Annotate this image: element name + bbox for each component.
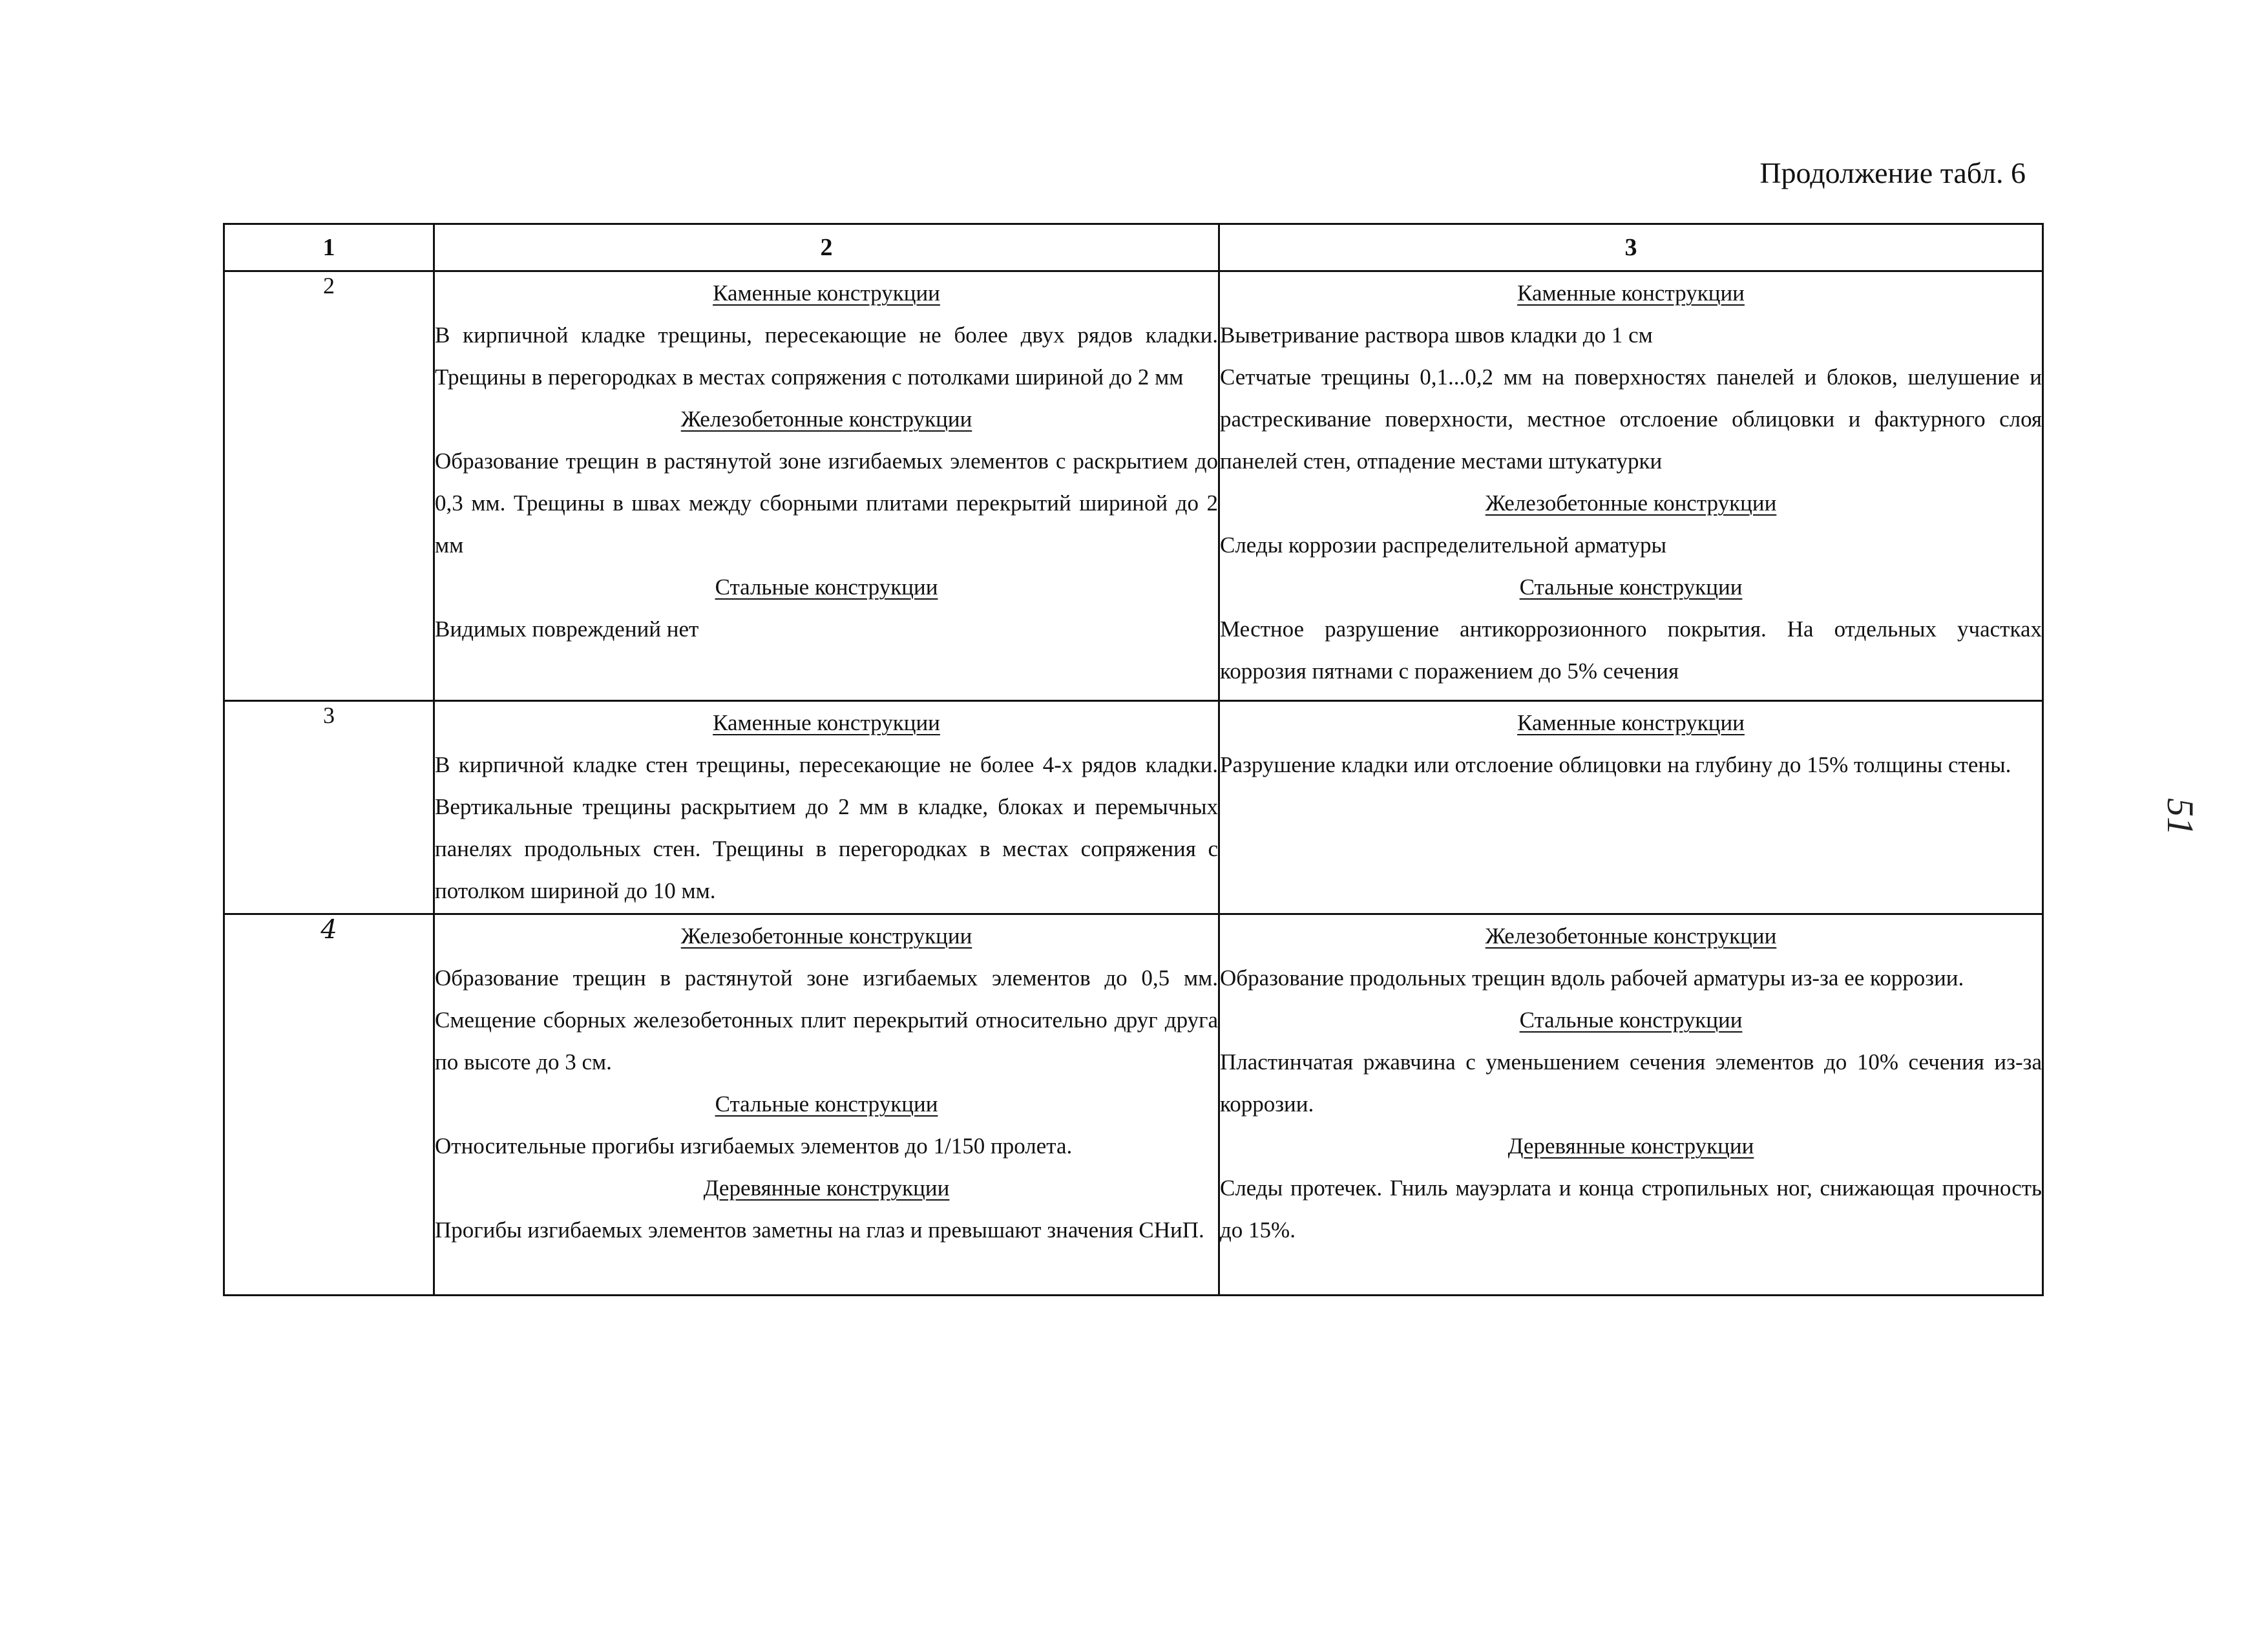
section-title: Каменные конструкции [1517,710,1745,735]
header-col-2: 2 [434,224,1219,271]
section-title: Деревянные конструкции [1507,1133,1754,1159]
row-number: 3 [224,701,434,914]
section-text: Следы коррозии распределительной арматуры [1220,532,1666,558]
section-title: Каменные конструкции [1517,280,1745,306]
table-row [224,701,2043,914]
section-title: Стальные конструкции [715,1091,938,1117]
header-col-3: 3 [1219,224,2043,271]
section-text: В кирпичной кладке стен трещины, пересекающие не более 4-х рядов кладки. Вертикальные трещины раскрытием до 2 мм в кладке, блоках и перемычных панелях продольных стен. Трещины в перегородках в местах сопряжения с потолком шириной до 10 мм. [435,752,1218,903]
row-col2-cell [434,914,1219,1296]
table-header-row [224,224,2043,271]
table-row [224,914,2043,1296]
section-text: Местное разрушение антикоррозионного покрытия. На отдельных участках коррозия пятнами с поражением до 5% сечения [1220,616,2042,684]
row-col3-cell [1219,914,2043,1296]
section-text: Прогибы изгибаемых элементов заметны на глаз и превышают значения СНиП. [435,1217,1204,1243]
row-number: 4 [224,914,434,1296]
section-title: Стальные конструкции [1519,574,1743,600]
row-number: 2 [224,271,434,701]
damage-table [223,223,2044,1296]
section-text: Выветривание раствора швов кладки до 1 см [1220,322,1653,348]
section-text: Образование продольных трещин вдоль рабочей арматуры из-за ее коррозии. [1220,965,1964,991]
section-text: Следы протечек. Гниль мауэрлата и конца стропильных ног, снижающая прочность до 15%. [1220,1175,2042,1243]
section-title: Каменные конструкции [713,710,940,735]
table-row [224,271,2043,701]
section-text: Видимых повреждений нет [435,616,699,642]
section-text: В кирпичной кладке трещины, пересекающие не более двух рядов кладки. Трещины в перегородках в местах сопряжения с потолками шириной до 2 мм [435,322,1218,390]
section-title: Стальные конструкции [715,574,938,600]
section-text: Разрушение кладки или отслоение облицовки на глубину до 15% толщины стены. [1220,752,2011,777]
section-title: Железобетонные конструкции [1485,490,1777,516]
header-col-1: 1 [224,224,434,271]
section-text: Образование трещин в растянутой зоне изгибаемых элементов до 0,5 мм. Смещение сборных железобетонных плит перекрытий относительно друг друга по высоте до 3 см. [435,965,1218,1075]
row-col2-cell [434,271,1219,701]
section-title: Железобетонные конструкции [1485,923,1777,949]
section-title: Деревянные конструкции [703,1175,950,1201]
section-title: Железобетонные конструкции [680,923,972,949]
table-caption: Продолжение табл. 6 [1759,156,2026,189]
section-text: Сетчатые трещины 0,1...0,2 мм на поверхностях панелей и блоков, шелушение и растрескивание поверхности, местное отслоение облицовки и фактурного слоя панелей стен, отпадение местами штукатурки [1220,364,2042,474]
section-title: Каменные конструкции [713,280,940,306]
row-col3-cell [1219,271,2043,701]
section-text: Образование трещин в растянутой зоне изгибаемых элементов с раскрытием до 0,3 мм. Трещины в швах между сборными плитами перекрытий шириной до 2 мм [435,448,1218,558]
row-col3-cell [1219,701,2043,914]
row-col2-cell [434,701,1219,914]
section-title: Стальные конструкции [1519,1007,1743,1033]
page-number: 51 [2159,798,2201,835]
section-title: Железобетонные конструкции [680,406,972,432]
section-text: Пластинчатая ржавчина с уменьшением сечения элементов до 10% сечения из-за коррозии. [1220,1049,2042,1117]
section-text: Относительные прогибы изгибаемых элементов до 1/150 пролета. [435,1133,1073,1159]
